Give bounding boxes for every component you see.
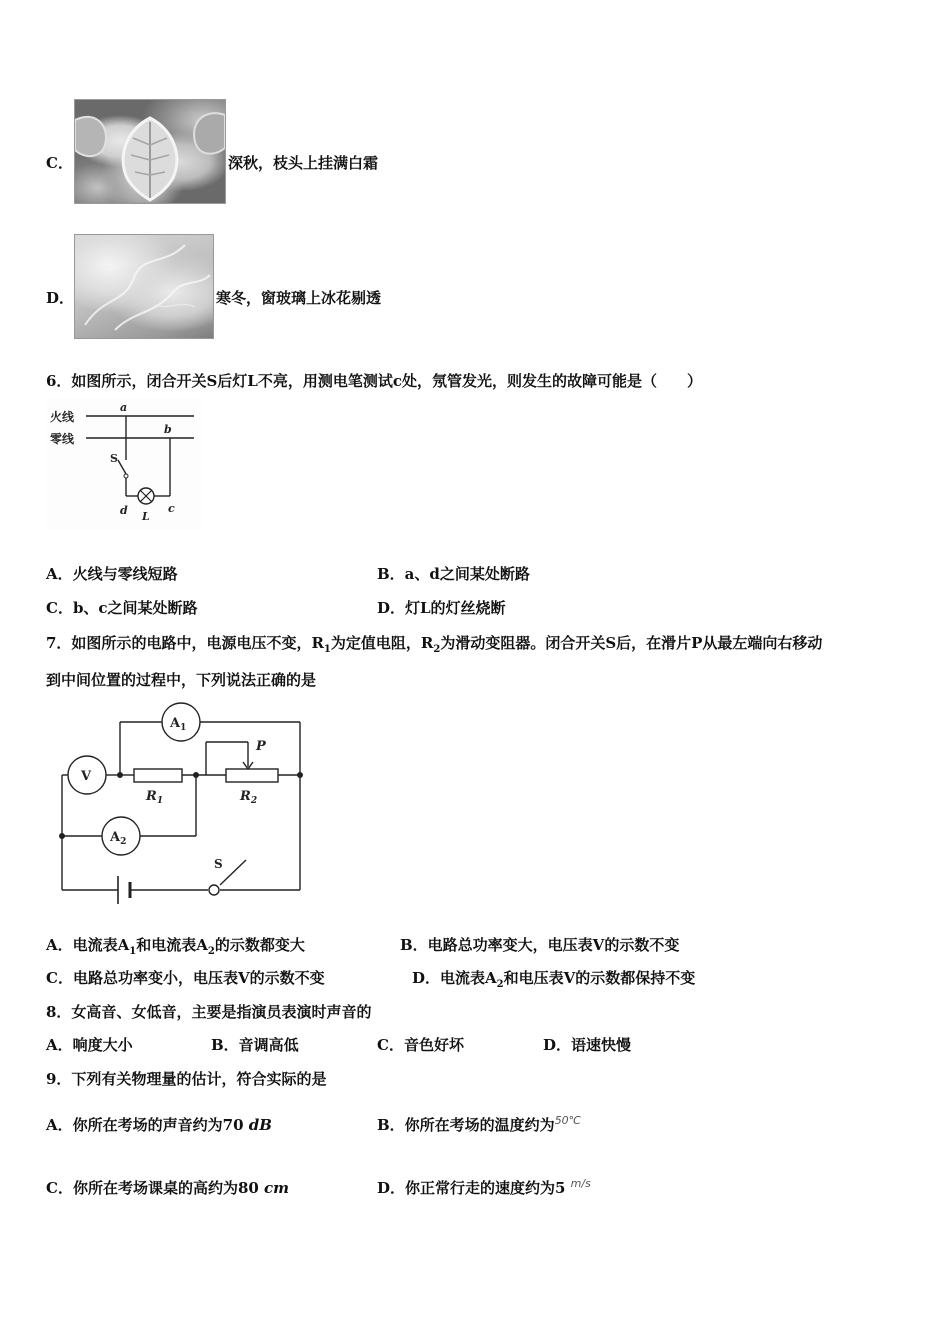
lamp-l-label: L — [142, 510, 150, 523]
q8-option-b: B．音调高低 — [211, 1036, 299, 1054]
q7-option-c: C．电路总功率变小，电压表V的示数不变 — [46, 969, 325, 987]
q5-option-d-text: 寒冬，窗玻璃上冰花剔透 — [216, 289, 382, 307]
q8-option-c: C．音色好坏 — [377, 1036, 464, 1054]
q9-option-c: C．你所在考场课桌的高约为80 cm — [46, 1179, 290, 1197]
q6-stem: 6．如图所示，闭合开关S后灯L不亮，用测电笔测试c处，氖管发光，则发生的故障可能是（ ） — [46, 372, 702, 390]
q7-option-d: D．电流表$A_2$和电压表V的示数都保持不变 — [412, 969, 696, 990]
q9-stem: 9．下列有关物理量的估计，符合实际的是 — [46, 1070, 327, 1088]
voltmeter-v-label: V — [81, 769, 92, 784]
switch-s-label: S — [110, 452, 118, 465]
q5-option-c-text: 深秋，枝头上挂满白霜 — [228, 154, 379, 172]
q7-stem-line2: 到中间位置的过程中，下列说法正确的是 — [46, 671, 317, 689]
q7-circuit-figure — [46, 700, 311, 920]
frost-leaf-image — [74, 99, 226, 204]
live-wire-label: 火线 — [50, 410, 75, 424]
svg-text:A1: $A_1$ — [170, 716, 187, 733]
q5-option-c-letter: C． — [46, 154, 73, 172]
svg-text:A2: $A_2$ — [110, 830, 127, 847]
q9-option-b: B．你所在考场的温度约为$^{50℃}$ — [377, 1114, 582, 1134]
q7-option-b: B．电路总功率变大，电压表V的示数不变 — [400, 936, 680, 954]
q6-circuit-svg — [46, 398, 202, 530]
point-c-label: c — [168, 502, 175, 515]
q8-stem: 8．女高音、女低音，主要是指演员表演时声音的 — [46, 1003, 372, 1021]
svg-text:R1: $R_1$ — [146, 789, 164, 806]
ice-flower-illustration — [75, 235, 213, 338]
q6-option-c: C．b、c之间某处断路 — [46, 599, 198, 617]
point-b-label: b — [164, 423, 172, 436]
q7-option-a: A．电流表$A_1$和电流表$A_2$的示数都变大 — [46, 936, 305, 957]
q8-option-d: D．语速快慢 — [543, 1036, 632, 1054]
q6-option-b: B．a、d之间某处断路 — [377, 565, 530, 583]
point-d-label: d — [120, 504, 128, 517]
q6-option-a: A．火线与零线短路 — [46, 565, 178, 583]
q9-option-a: A．你所在考场的声音约为70 dB — [46, 1116, 272, 1134]
q9-option-d: D．你正常行走的速度约为5 $^{m/s}$ — [377, 1177, 591, 1197]
q5-option-d-letter: D． — [46, 289, 75, 307]
svg-text:R2: $R_2$ — [240, 789, 258, 806]
neutral-wire-label: 零线 — [50, 432, 75, 446]
slider-p-label: P — [256, 739, 266, 754]
window-ice-flower-image — [74, 234, 214, 339]
switch-s-label-q7: S — [214, 857, 223, 871]
q8-option-a: A．响度大小 — [46, 1036, 133, 1054]
q7-circuit-svg — [46, 700, 311, 920]
q6-circuit-figure — [46, 398, 202, 530]
q6-option-d: D．灯L的灯丝烧断 — [377, 599, 506, 617]
frost-leaf-illustration — [75, 100, 225, 203]
point-a-label: a — [120, 401, 128, 414]
q7-stem-line1: 7．如图所示的电路中，电源电压不变，$R_1$为定值电阻，$R_2$为滑动变阻器。闭合开关S后，在滑片P从最左端向右移动 — [46, 634, 823, 655]
